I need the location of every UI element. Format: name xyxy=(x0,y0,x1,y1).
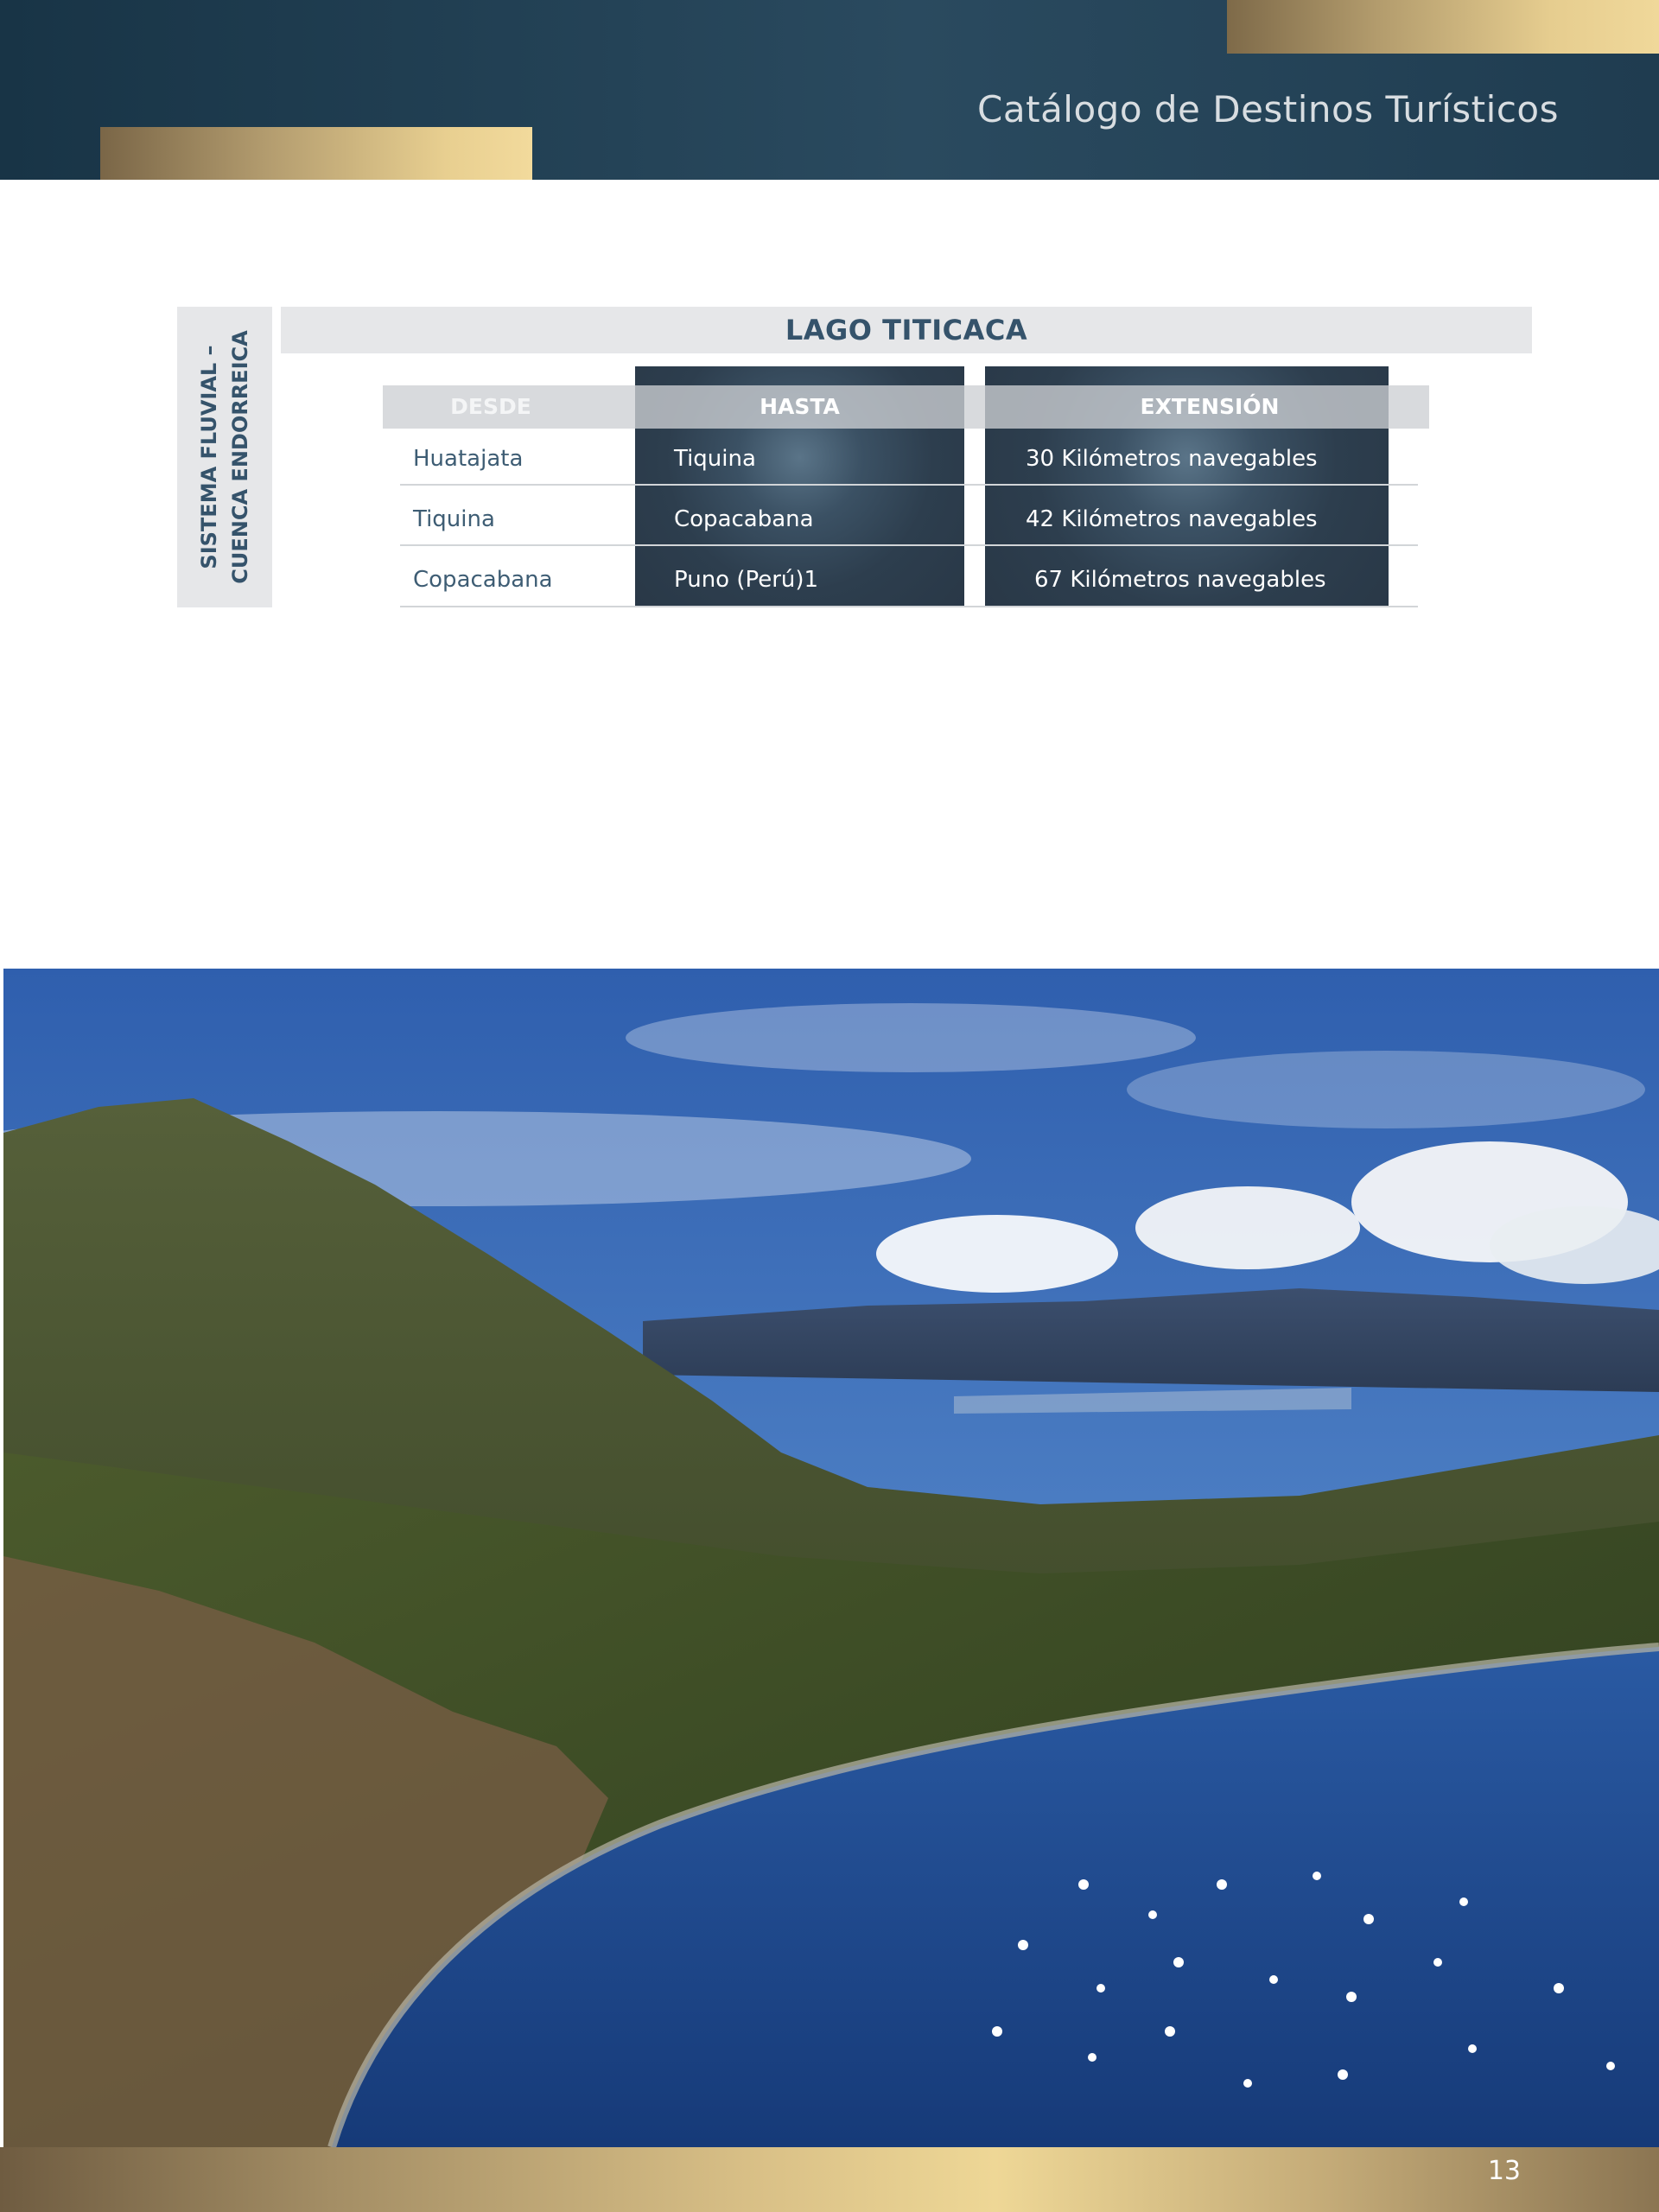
cell-extension: 67 Kilómetros navegables xyxy=(1034,567,1326,593)
side-category-label xyxy=(194,307,256,607)
cell-desde: Tiquina xyxy=(413,506,495,532)
lake-titicaca-photo xyxy=(3,969,1659,2147)
document-title: Catálogo de Destinos Turísticos xyxy=(977,88,1559,130)
table-title-bar xyxy=(281,307,1532,353)
column-header-extension: EXTENSIÓN xyxy=(1140,394,1280,419)
gold-accent-bar-left xyxy=(100,127,532,180)
cell-extension: 30 Kilómetros navegables xyxy=(1026,446,1318,472)
gold-accent-bar-top xyxy=(1227,0,1659,54)
page-number: 13 xyxy=(1487,2156,1521,2186)
table-title: LAGO TITICACA xyxy=(785,314,1028,346)
side-category-box xyxy=(177,307,272,607)
cell-desde: Huatajata xyxy=(413,446,524,472)
row-divider xyxy=(400,484,1418,486)
table-row xyxy=(400,550,1418,610)
cell-hasta: Tiquina xyxy=(674,446,756,472)
column-header-desde: DESDE xyxy=(450,394,531,419)
table-row xyxy=(400,489,1418,550)
cell-extension: 42 Kilómetros navegables xyxy=(1026,506,1318,532)
cell-hasta: Copacabana xyxy=(674,506,814,532)
row-divider xyxy=(400,544,1418,546)
side-category-line-1: SISTEMA FLUVIAL – xyxy=(197,345,221,569)
row-divider xyxy=(400,606,1418,607)
table-row xyxy=(400,429,1418,489)
cell-hasta: Puno (Perú)1 xyxy=(674,567,819,593)
column-header-hasta: HASTA xyxy=(760,394,840,419)
cell-desde: Copacabana xyxy=(413,567,553,593)
page-footer-bar xyxy=(0,2147,1659,2212)
side-category-line-2: CUENCA ENDORREICA xyxy=(228,330,252,584)
